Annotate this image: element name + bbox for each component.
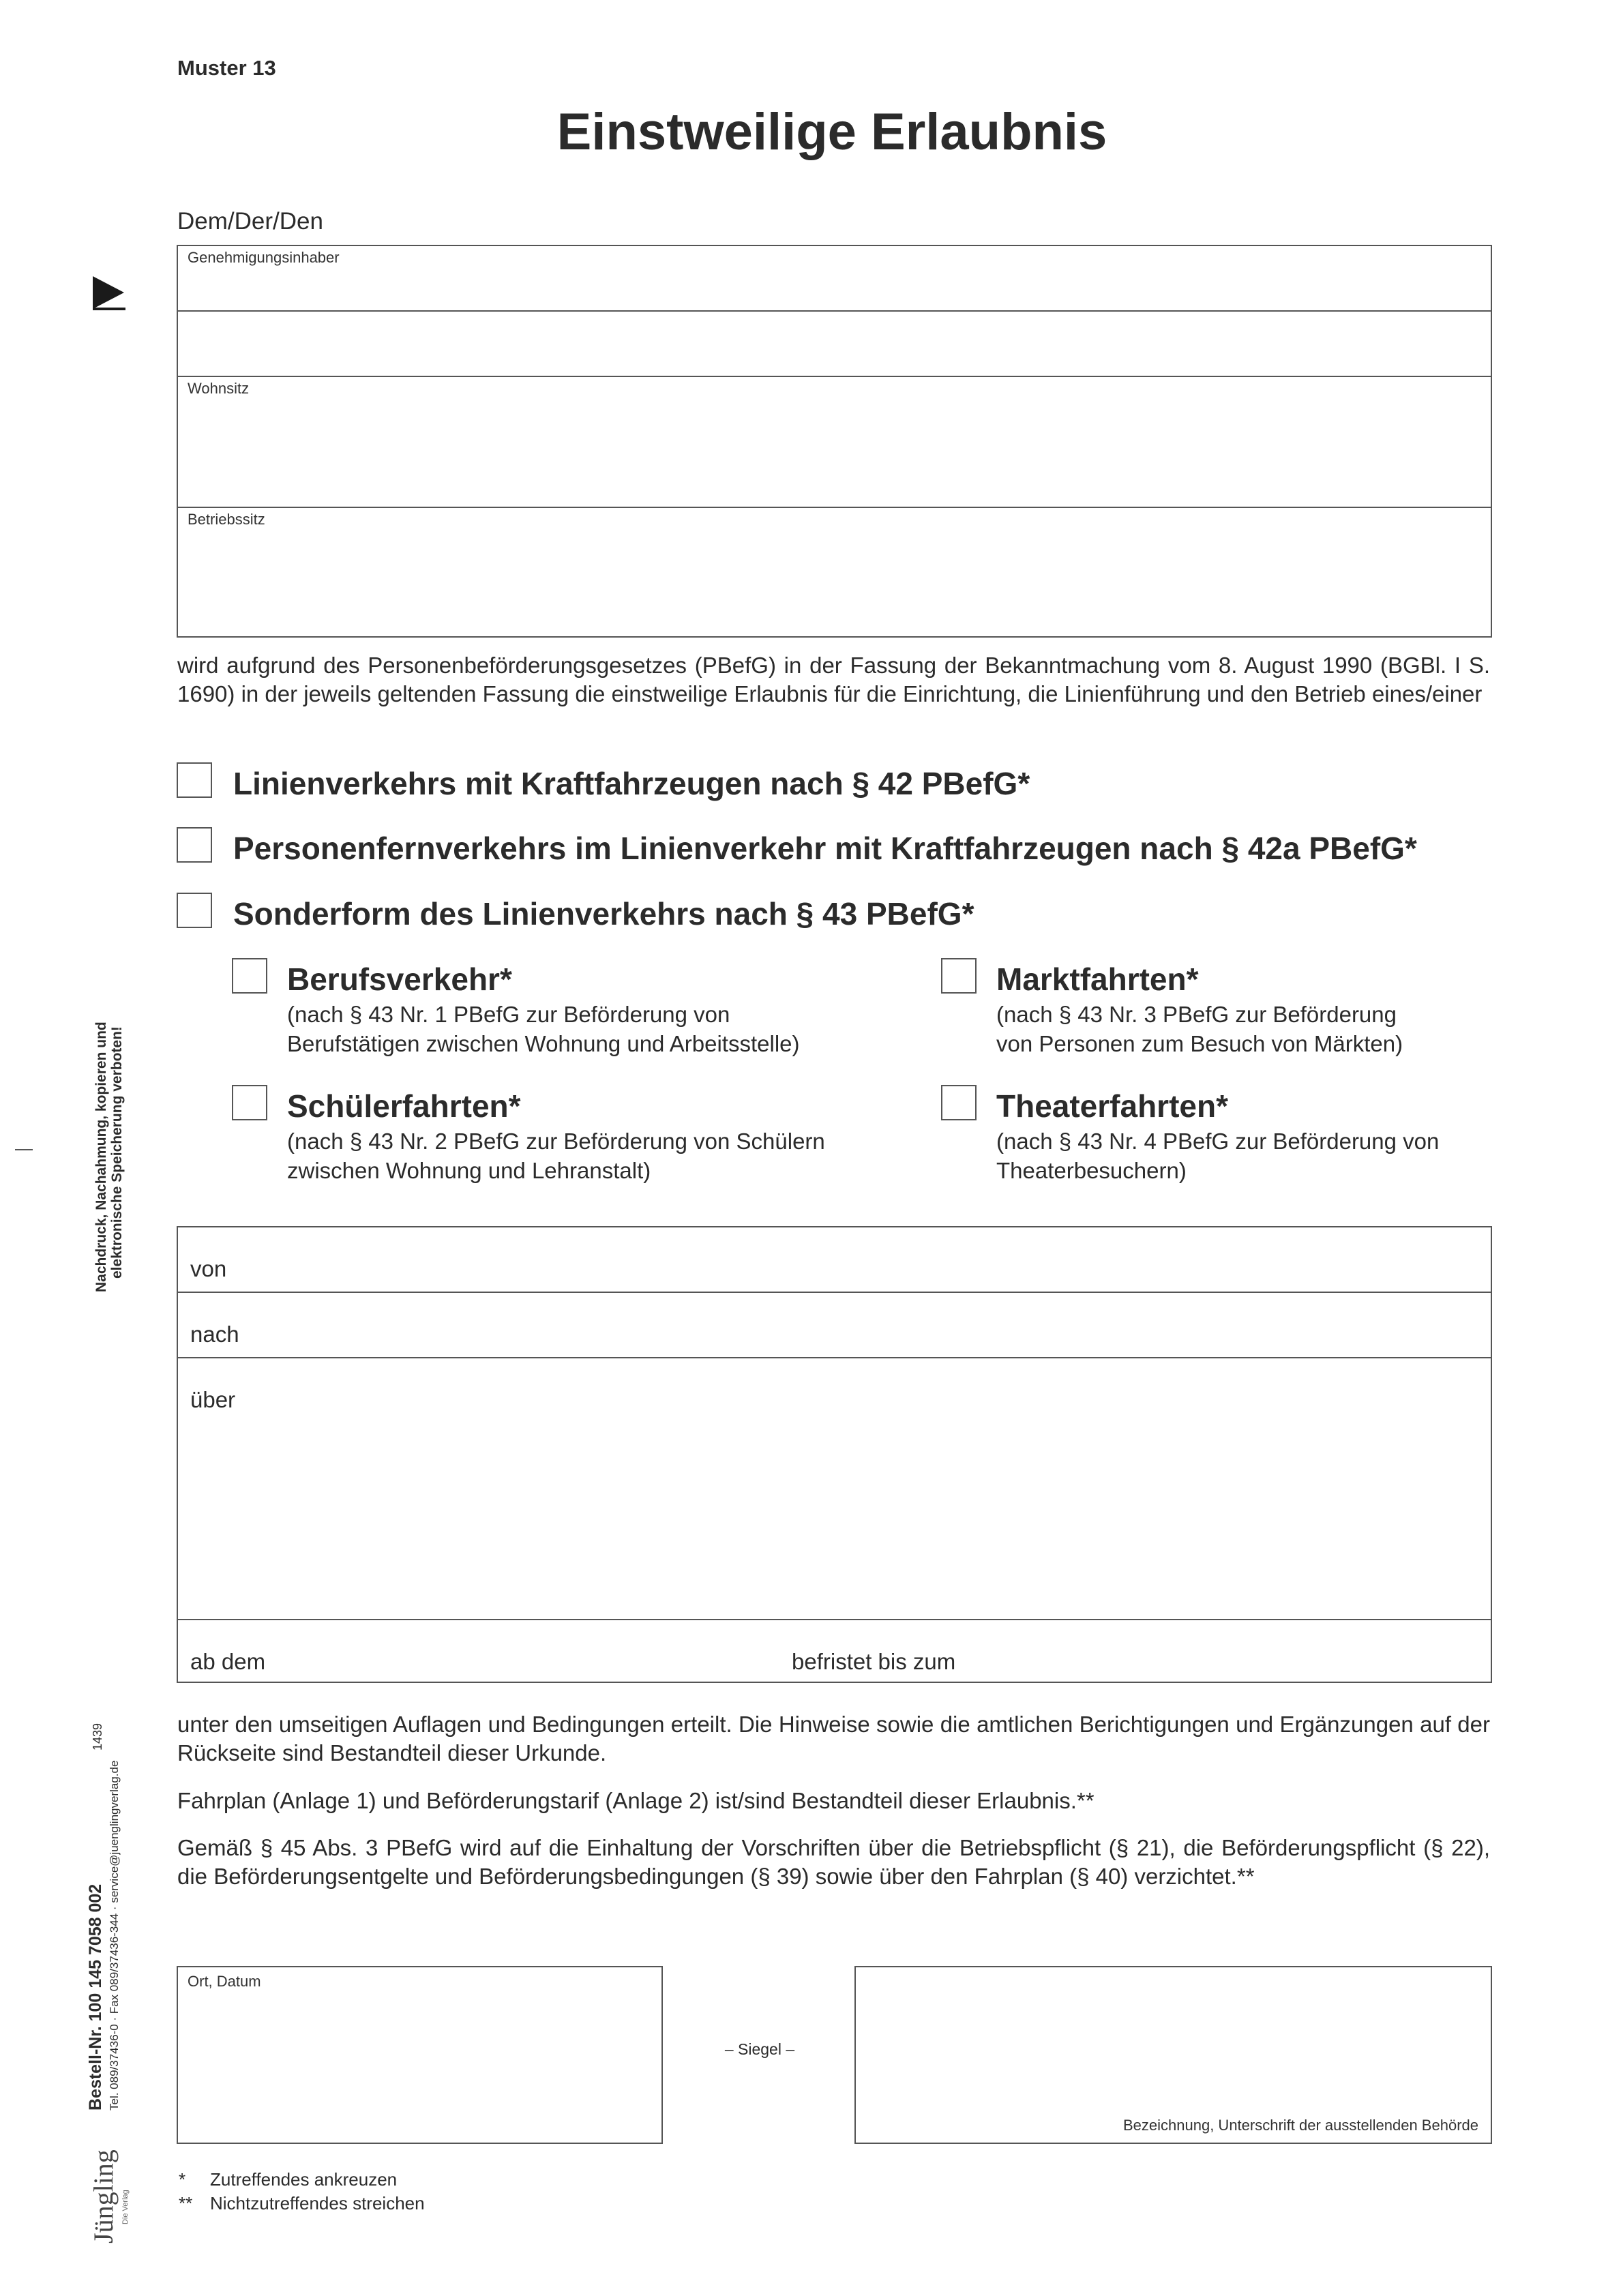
nach-field[interactable] bbox=[178, 1293, 1491, 1357]
ab-dem-field[interactable] bbox=[178, 1620, 778, 1682]
berufsverkehr-title: Berufsverkehr* bbox=[287, 961, 512, 997]
schuelerfahrten-desc-2: zwischen Wohnung und Lehranstalt) bbox=[287, 1158, 651, 1183]
marktfahrten-desc-1: (nach § 43 Nr. 3 PBefG zur Beförderung bbox=[996, 1002, 1397, 1027]
closing-paragraph-3: Gemäß § 45 Abs. 3 PBefG wird auf die Einhaltung der Vorschriften über die Betriebspflicht (§ 21), die Beförderungspflicht (§ 22), die Beförderungsentgelte und Beförderungsbedingungen (§ 39) sowie über den Fahrplan (§ 40) verzichtet.** bbox=[177, 1835, 1490, 1889]
ueber-field[interactable] bbox=[178, 1358, 1491, 1619]
footnote-mark-1: * bbox=[179, 2169, 186, 2190]
ort-datum-box[interactable] bbox=[177, 1966, 663, 2144]
betriebssitz-label: Betriebssitz bbox=[188, 511, 265, 528]
authority-signature-box[interactable] bbox=[854, 1966, 1492, 2144]
theaterfahrten-desc-2: Theaterbesuchern) bbox=[996, 1158, 1187, 1183]
theaterfahrten-desc-1: (nach § 43 Nr. 4 PBefG zur Beförderung von bbox=[996, 1129, 1440, 1154]
play-arrow-icon bbox=[91, 275, 127, 310]
holder-box bbox=[177, 245, 1492, 638]
copyright-notice-2: elektronische Speicherung verboten! bbox=[109, 1026, 125, 1279]
form-number: Muster 13 bbox=[177, 56, 276, 80]
siegel-label: – Siegel – bbox=[724, 2040, 795, 2058]
checkbox-personenfernverkehr[interactable] bbox=[177, 827, 212, 863]
footnote-mark-2: ** bbox=[179, 2193, 193, 2213]
option-personenfernverkehr: Personenfernverkehrs im Linienverkehr mit Kraftfahrzeugen nach § 42a PBefG* bbox=[233, 831, 1417, 866]
betriebssitz-field[interactable] bbox=[178, 508, 1491, 636]
theaterfahrten-title: Theaterfahrten* bbox=[996, 1088, 1228, 1124]
closing-paragraph-2: Fahrplan (Anlage 1) und Beförderungstarif (Anlage 2) ist/sind Bestandteil dieser Erlaubnis.** bbox=[177, 1788, 1095, 1813]
publisher-logo: Jüngling bbox=[88, 2149, 119, 2243]
wohnsitz-label: Wohnsitz bbox=[188, 380, 250, 397]
closing-paragraph-1: unter den umseitigen Auflagen und Bedingungen erteilt. Die Hinweise sowie die amtlichen Berichtigungen und Ergänzungen auf der Rückseite sind Bestandteil dieser Urkunde. bbox=[177, 1712, 1490, 1765]
footnote-text-1: Zutreffendes ankreuzen bbox=[210, 2169, 398, 2190]
checkbox-linienverkehr[interactable] bbox=[177, 762, 212, 798]
ab-dem-label: ab dem bbox=[190, 1649, 266, 1674]
berufsverkehr-desc-1: (nach § 43 Nr. 1 PBefG zur Beförderung von bbox=[287, 1002, 730, 1027]
genehmigungsinhaber-field[interactable] bbox=[178, 246, 1491, 310]
page-title: Einstweilige Erlaubnis bbox=[556, 103, 1107, 161]
copyright-notice-1: Nachdruck, Nachahmung, kopieren und bbox=[93, 1022, 109, 1292]
publisher-logo-sub: Die Verlag bbox=[121, 2190, 130, 2224]
berufsverkehr-desc-2: Berufstätigen zwischen Wohnung und Arbeitsstelle) bbox=[287, 1031, 800, 1056]
schuelerfahrten-desc-1: (nach § 43 Nr. 2 PBefG zur Beförderung von Schülern bbox=[287, 1129, 825, 1154]
footnote-text-2: Nichtzutreffendes streichen bbox=[210, 2193, 425, 2213]
schuelerfahrten-title: Schülerfahrten* bbox=[287, 1088, 521, 1124]
marktfahrten-title: Marktfahrten* bbox=[996, 961, 1199, 997]
checkbox-theaterfahrten[interactable] bbox=[941, 1085, 977, 1120]
ort-datum-label: Ort, Datum bbox=[188, 1973, 261, 1990]
checkbox-schuelerfahrten[interactable] bbox=[232, 1085, 267, 1120]
befristet-bis-label: befristet bis zum bbox=[792, 1649, 956, 1674]
order-number: Bestell-Nr. 100 145 7058 002 bbox=[86, 1883, 105, 2111]
genehmigungsinhaber-field-2[interactable] bbox=[178, 312, 1491, 376]
nach-label: nach bbox=[190, 1322, 239, 1347]
contact-info: Tel. 089/37436-0 · Fax 089/37436-344 · service@juenglingverlag.de bbox=[108, 1760, 121, 2111]
option-sonderform: Sonderform des Linienverkehrs nach § 43 PBefG* bbox=[233, 896, 974, 931]
checkbox-berufsverkehr[interactable] bbox=[232, 958, 267, 994]
genehmigungsinhaber-label: Genehmigungsinhaber bbox=[188, 249, 340, 266]
wohnsitz-field[interactable] bbox=[178, 377, 1491, 507]
von-field[interactable] bbox=[178, 1227, 1491, 1292]
option-linienverkehr: Linienverkehrs mit Kraftfahrzeugen nach § 42 PBefG* bbox=[233, 766, 1030, 801]
marktfahrten-desc-2: von Personen zum Besuch von Märkten) bbox=[996, 1031, 1403, 1056]
authority-label: Bezeichnung, Unterschrift der ausstellenden Behörde bbox=[1123, 2117, 1478, 2134]
fold-mark bbox=[15, 1149, 33, 1150]
ueber-label: über bbox=[190, 1387, 236, 1412]
form-code: 1439 bbox=[91, 1723, 104, 1750]
intro-paragraph: wird aufgrund des Personenbeförderungsgesetzes (PBefG) in der Fassung der Bekanntmachung vom 8. August 1990 (BGBl. I S. 1690) in der jeweils geltenden Fassung die einstweilige Erlaubnis für die Einrichtung, die Linienführung und den Betrieb eines/einer bbox=[177, 653, 1490, 706]
checkbox-marktfahrten[interactable] bbox=[941, 958, 977, 994]
salutation: Dem/Der/Den bbox=[177, 208, 323, 235]
checkbox-sonderform[interactable] bbox=[177, 893, 212, 928]
von-label: von bbox=[190, 1256, 227, 1281]
route-box bbox=[177, 1226, 1492, 1683]
